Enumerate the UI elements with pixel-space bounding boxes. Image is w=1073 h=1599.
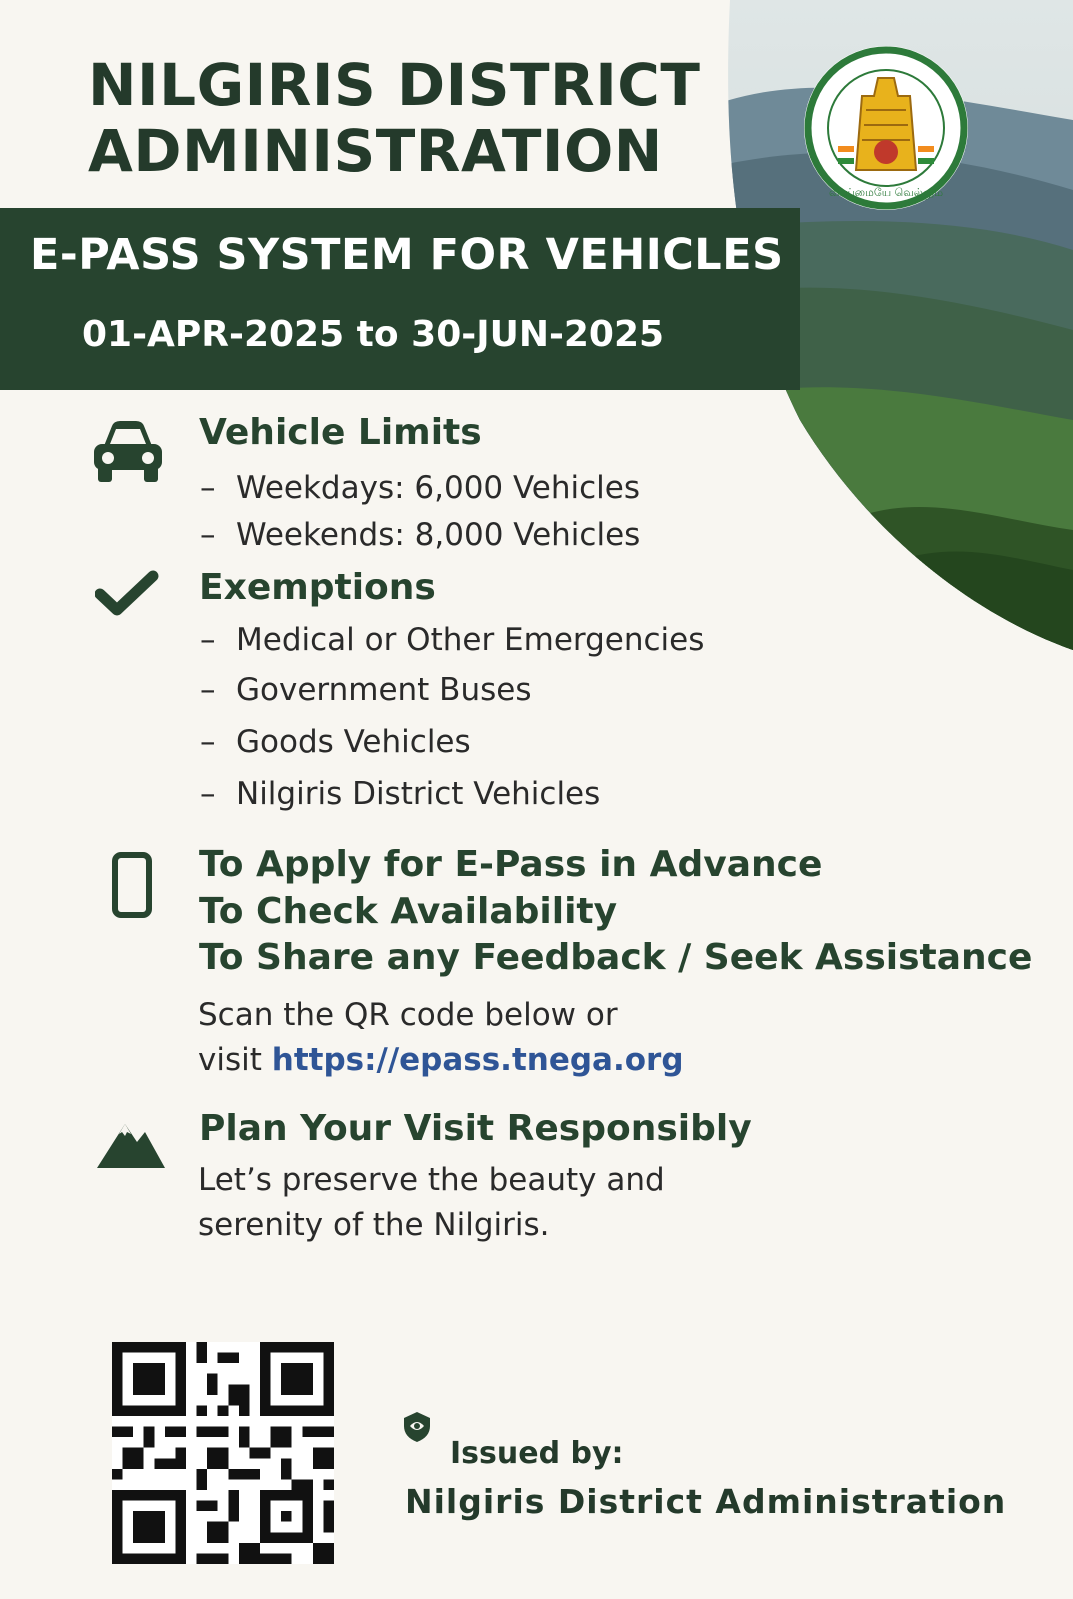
plan-visit-heading: Plan Your Visit Responsibly bbox=[199, 1108, 752, 1149]
plan-text-line-2: serenity of the Nilgiris. bbox=[198, 1207, 550, 1243]
vehicle-limits-heading: Vehicle Limits bbox=[199, 412, 482, 453]
exemption-item: – Government Buses bbox=[200, 672, 532, 708]
visit-label: visit bbox=[198, 1042, 262, 1078]
smartphone-icon bbox=[112, 852, 152, 918]
car-icon bbox=[90, 418, 166, 484]
exemption-item: – Goods Vehicles bbox=[200, 724, 471, 760]
checkmark-icon bbox=[95, 568, 159, 618]
banner-title: E-PASS SYSTEM FOR VEHICLES bbox=[30, 230, 784, 280]
qr-code[interactable] bbox=[112, 1342, 334, 1564]
svg-text:வாய்மையே வெல்லும்: வாய்மையே வெல்லும் bbox=[828, 186, 944, 199]
vehicle-limit-item: – Weekends: 8,000 Vehicles bbox=[200, 517, 641, 553]
apply-line-1: To Apply for E-Pass in Advance bbox=[199, 844, 823, 885]
apply-line-2: To Check Availability bbox=[199, 891, 618, 932]
apply-line-3: To Share any Feedback / Seek Assistance bbox=[199, 937, 1033, 978]
tamil-nadu-emblem bbox=[804, 46, 968, 210]
exemption-item: – Medical or Other Emergencies bbox=[200, 622, 705, 658]
title-line-1: NILGIRIS DISTRICT bbox=[88, 51, 701, 119]
banner-dates: 01-APR-2025 to 30-JUN-2025 bbox=[82, 314, 665, 355]
plan-text-line-1: Let’s preserve the beauty and bbox=[198, 1162, 665, 1198]
page-title bbox=[88, 52, 700, 184]
issued-by-label: Issued by: bbox=[450, 1436, 624, 1471]
epass-website-link[interactable]: https://epass.tnega.org bbox=[271, 1042, 684, 1078]
visit-line bbox=[198, 1042, 684, 1078]
scan-instruction: Scan the QR code below or bbox=[198, 997, 618, 1033]
shield-icon bbox=[400, 1410, 434, 1444]
mountain-icon bbox=[95, 1118, 167, 1170]
exemption-item: – Nilgiris District Vehicles bbox=[200, 776, 601, 812]
exemptions-heading: Exemptions bbox=[199, 567, 436, 608]
vehicle-limit-item: – Weekdays: 6,000 Vehicles bbox=[200, 470, 641, 506]
title-line-2: ADMINISTRATION bbox=[88, 117, 663, 185]
epass-banner bbox=[0, 208, 800, 390]
issuing-authority: Nilgiris District Administration bbox=[405, 1482, 1007, 1521]
